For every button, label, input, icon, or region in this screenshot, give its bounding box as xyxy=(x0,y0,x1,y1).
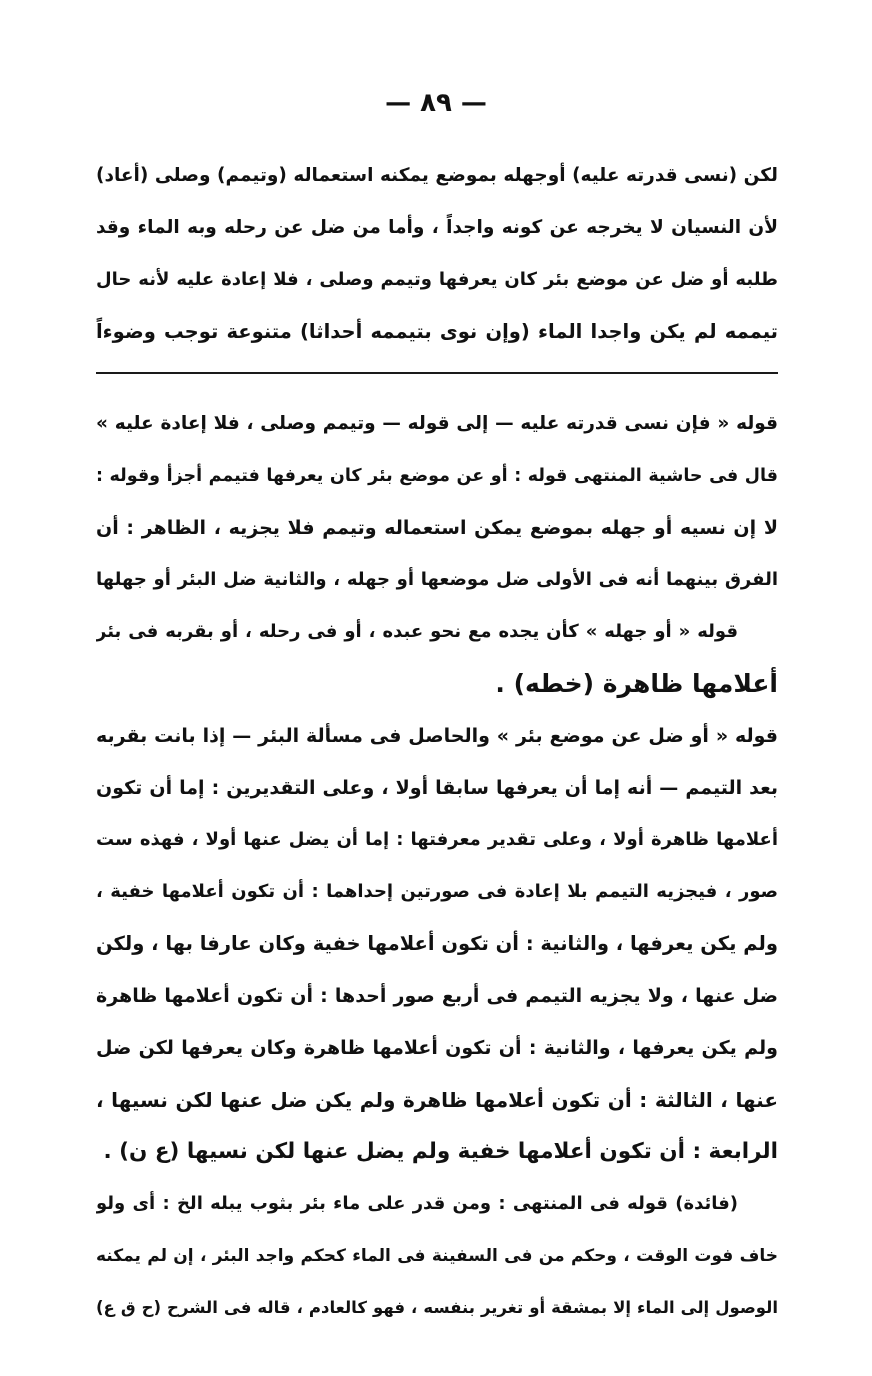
footnote-line: ولم يكن يعرفها ، والثانية : أن تكون أعلامها خفية وكان عارفا بها ، ولكن xyxy=(96,932,778,955)
footnote-line: قوله « أو جهله » كأن يجده مع نحو عبده ، أو فى رحله ، أو بقربه فى بئر xyxy=(96,621,738,642)
main-text xyxy=(96,150,778,358)
footnote-line: بعد التيمم — أنه إما أن يعرفها سابقا أولا ، وعلى التقديرين : إما أن تكون xyxy=(96,777,778,799)
footnote-line: عنها ، الثالثة : أن تكون أعلامها ظاهرة ولم يكن ضل عنها لكن نسيها ، xyxy=(96,1088,778,1112)
main-text-line: لأن النسيان لا يخرجه عن كونه واجداً ، وأما من ضل عن رحله وبه الماء وقد xyxy=(96,217,778,238)
main-text-line: تيممه لم يكن واجدا الماء (وإن نوى بتيممه أحداثا) متنوعة توجب وضوءاً xyxy=(96,320,778,343)
footnote-line: قوله « فإن نسى قدرته عليه — إلى قوله — وتيمم وصلى ، فلا إعادة عليه » xyxy=(96,413,778,434)
footnote-divider xyxy=(96,372,778,374)
footnote-line: الرابعة : أن تكون أعلامها خفية ولم يضل عنها لكن نسيها (ع ن) . xyxy=(103,1139,778,1164)
footnote-line: قال فى حاشية المنتهى قوله : أو عن موضع بئر كان يعرفها فتيمم أجزأ وقوله : xyxy=(96,466,778,486)
footnote-line: ضل عنها ، ولا يجزيه التيمم فى أربع صور أحدها : أن تكون أعلامها ظاهرة xyxy=(96,985,778,1007)
footnote-line: أعلامها ظاهرة أولا ، وعلى تقدير معرفتها : إما أن يضل عنها أولا ، فهذه ست xyxy=(96,829,778,850)
footnote-line: ولم يكن يعرفها ، والثانية : أن تكون أعلامها ظاهرة وكان يعرفها لكن ضل xyxy=(96,1037,778,1059)
page-number: — ٨٩ — xyxy=(385,88,487,118)
main-text-line: طلبه أو ضل عن موضع بئر كان يعرفها وتيمم وصلى ، فلا إعادة عليه لأنه حال xyxy=(96,269,778,290)
footnote-line: لا إن نسيه أو جهله بموضع يمكن استعماله وتيمم فلا يجزيه ، الظاهر : أن xyxy=(96,517,778,539)
footnote-line: قوله « أو ضل عن موضع بئر » والحاصل فى مسألة البئر — إذا بانت بقربه xyxy=(96,725,778,747)
footnote-line: صور ، فيجزيه التيمم بلا إعادة فى صورتين إحداهما : أن تكون أعلامها خفية ، xyxy=(96,881,778,902)
footnotes xyxy=(96,398,778,1334)
main-text-line: لكن (نسى قدرته عليه) أوجهله بموضع يمكنه استعماله (وتيمم) وصلى (أعاد) xyxy=(96,165,778,186)
footnote-line: الوصول إلى الماء إلا بمشقة أو تغرير بنفسه ، فهو كالعادم ، قاله فى الشرح (ح ق ع) xyxy=(96,1298,778,1317)
footnote-line: الفرق بينهما أنه فى الأولى ضل موضعها أو جهله ، والثانية ضل البئر أو جهلها xyxy=(96,569,778,590)
footnote-line: أعلامها ظاهرة (خطه) . xyxy=(495,669,778,698)
footnote-line: (فائدة) قوله فى المنتهى : ومن قدر على ماء بئر بثوب يبله الخ : أى ولو xyxy=(96,1193,738,1214)
footnote-line: خاف فوت الوقت ، وحكم من فى السفينة فى الماء كحكم واجد البئر ، إن لم يمكنه xyxy=(96,1246,778,1266)
